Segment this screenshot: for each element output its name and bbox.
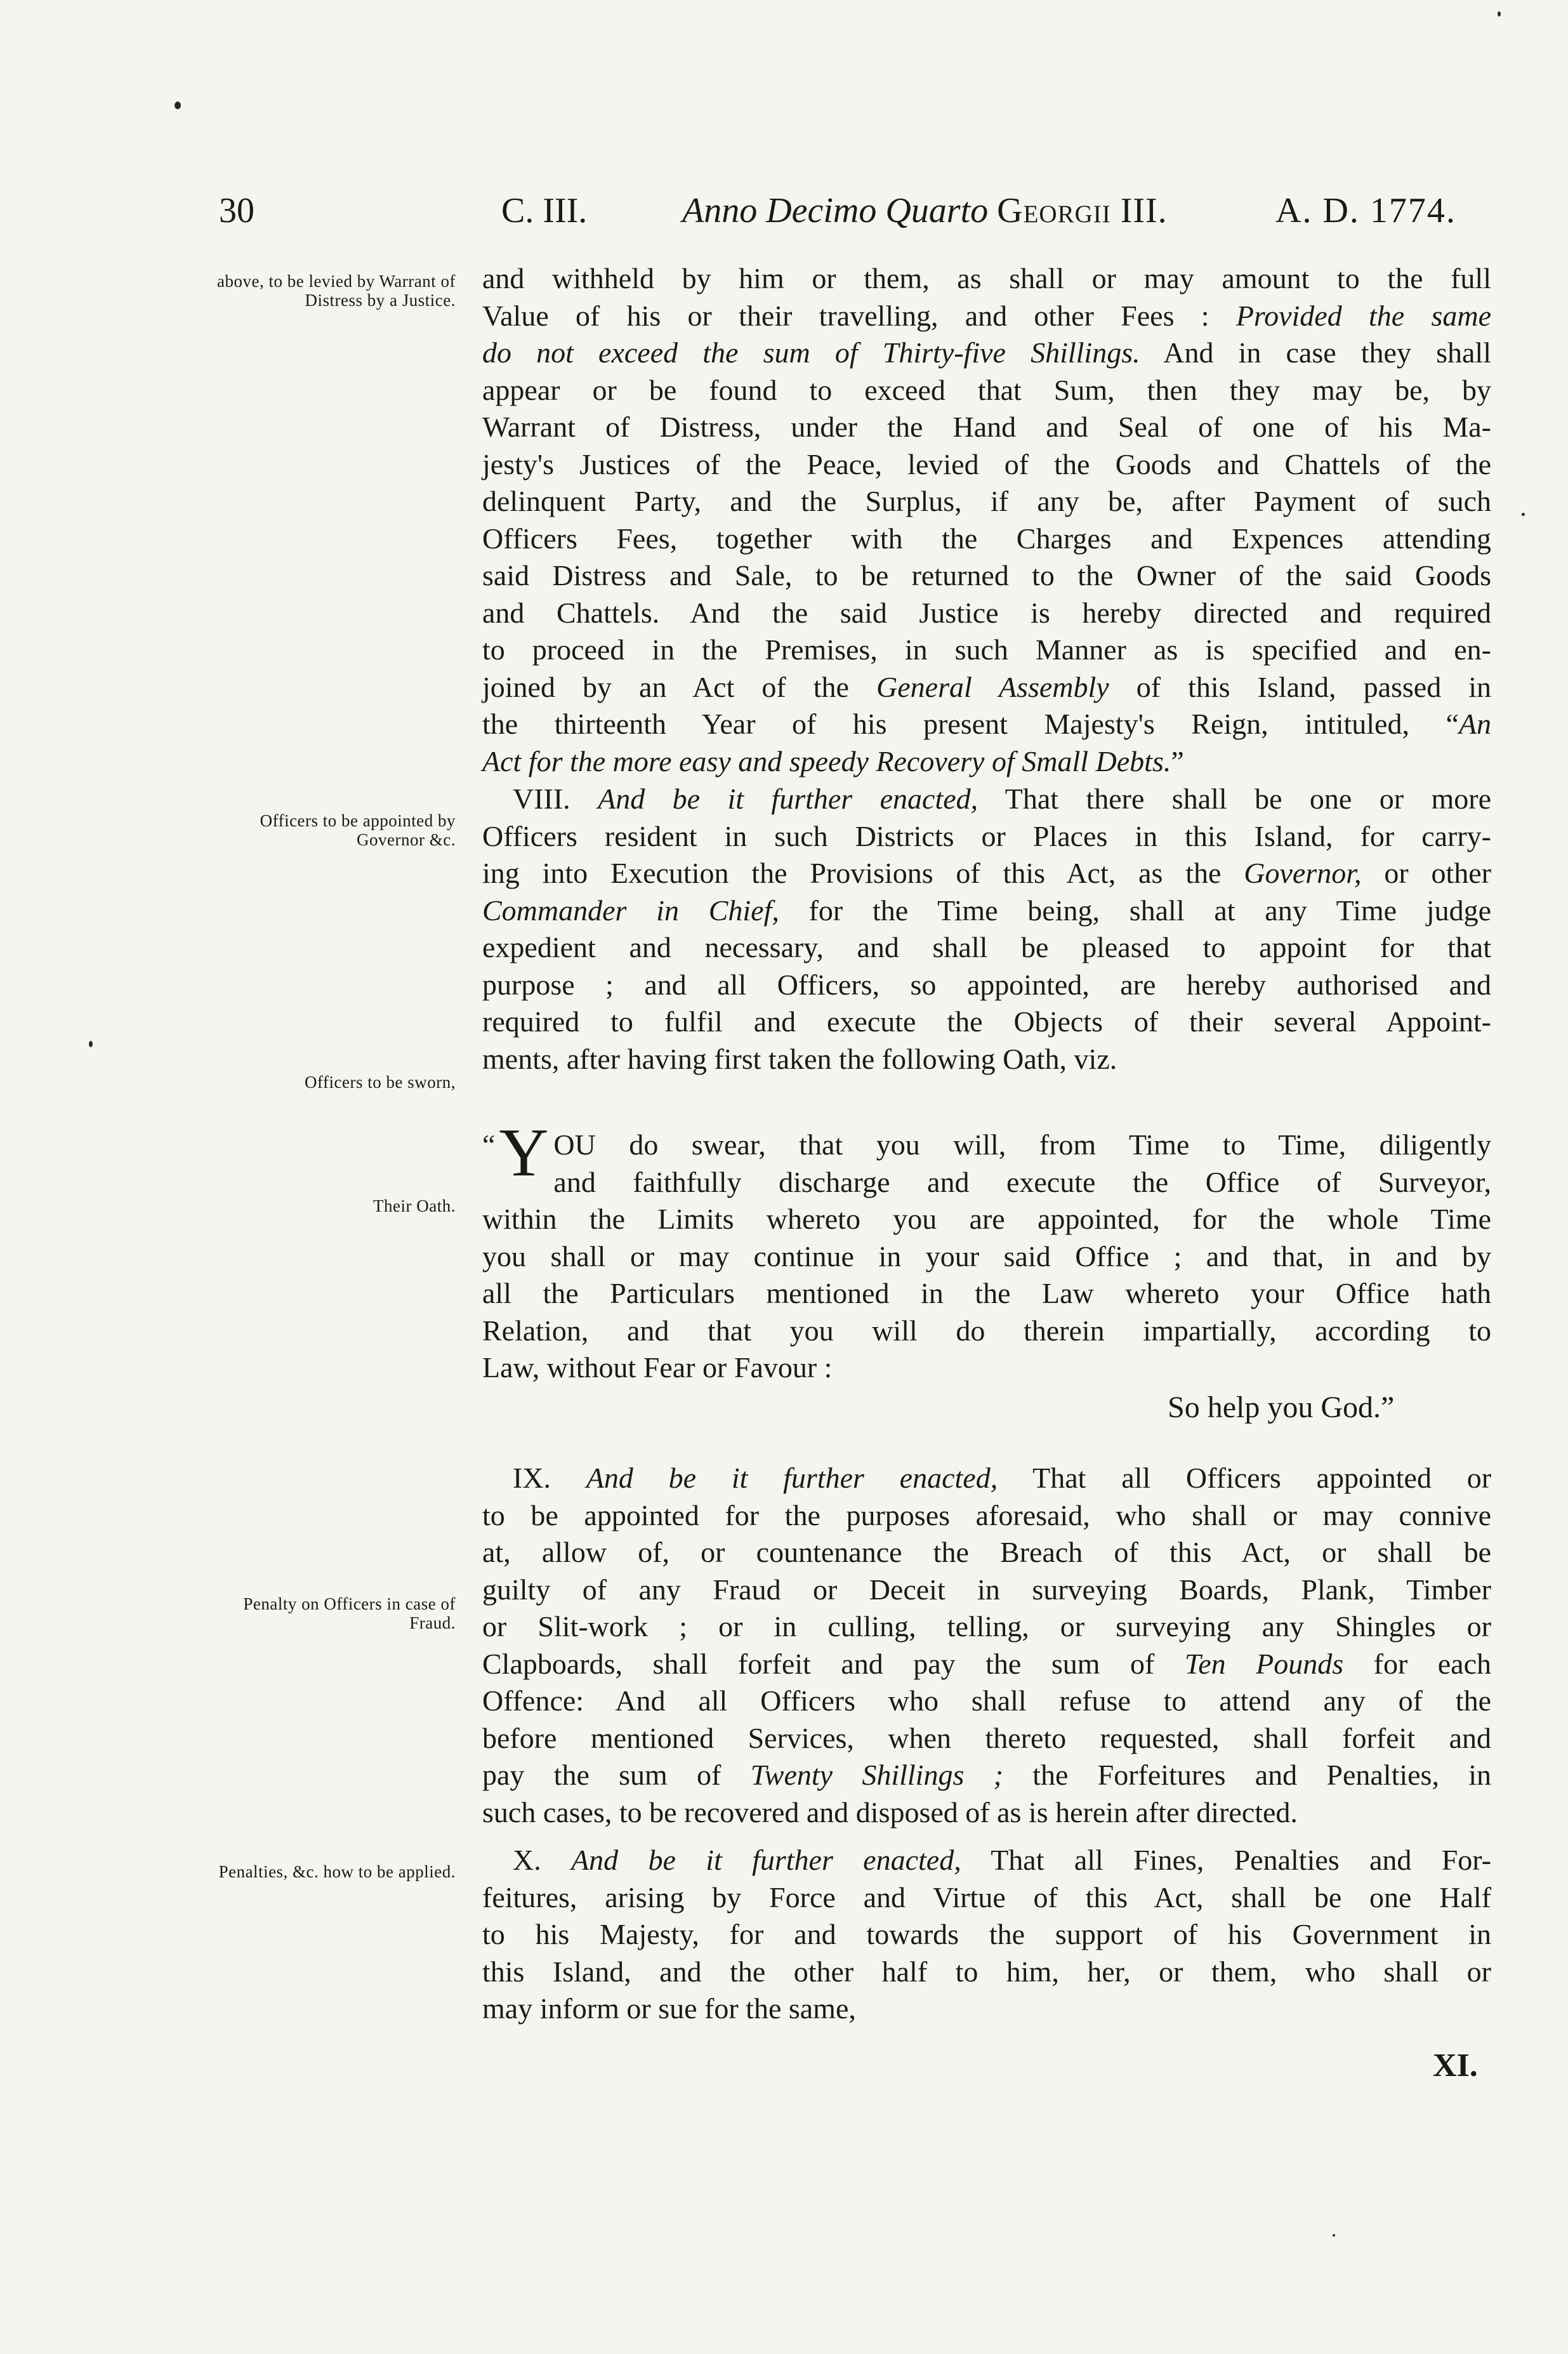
text-line: this Island, and the other half to him, her, or them, who shall or xyxy=(482,1955,1491,1988)
margin-note: Penalties, &c. how to be applied. xyxy=(218,1862,456,1881)
text-line: expedient and necessary, and shall be pleased to appoint for that xyxy=(482,931,1491,963)
page-number: 30 xyxy=(219,191,254,230)
margin-note: above, to be levied by Warrant of Distress by a Justice. xyxy=(217,272,456,310)
catchword: XI. xyxy=(1433,2047,1478,2084)
running-title xyxy=(682,190,1168,231)
text-line: to his Majesty, for and towards the support of his Government in xyxy=(482,1918,1491,1950)
text-line: said Distress and Sale, to be returned to the Owner of the said Goods xyxy=(482,559,1491,592)
ink-speck xyxy=(1522,513,1525,516)
text-line: joined by an Act of the General Assembly of this Island, passed in xyxy=(482,670,1492,703)
text-line: may inform or sue for the same, xyxy=(482,1992,856,2025)
text-line: Act for the more easy and speedy Recovery of Small Debts.” xyxy=(482,744,1184,777)
margin-note: Their Oath. xyxy=(373,1196,456,1215)
text-line: Warrant of Distress, under the Hand and Seal of one of his Ma- xyxy=(482,411,1491,443)
text-line: appear or be found to exceed that Sum, then they may be, by xyxy=(482,373,1491,406)
section-viii-text xyxy=(482,781,1491,1078)
oath-text xyxy=(482,1115,1491,1387)
running-title-king: Georgii III. xyxy=(997,191,1168,230)
text-line: Offence: And all Officers who shall refuse to attend any of the xyxy=(482,1684,1491,1717)
text-line: Relation, and that you will do therein impartially, according to xyxy=(482,1314,1491,1347)
text-line: Commander in Chief, for the Time being, shall at any Time judge xyxy=(482,894,1491,927)
oath-open-quote: “ xyxy=(482,1128,496,1161)
text-line: VIII. And be it further enacted, That there shall be one or more xyxy=(513,783,1492,815)
section-x-text xyxy=(482,1842,1491,2028)
text-line: Officers resident in such Districts or Places in this Island, for carry- xyxy=(482,819,1491,852)
text-line: and Chattels. And the said Justice is hereby directed and required xyxy=(482,596,1491,629)
text-line: ing into Execution the Provisions of this Act, as the Governor, or other xyxy=(482,857,1491,889)
text-line: such cases, to be recovered and disposed of as is herein after directed. xyxy=(482,1795,1298,1828)
text-line: purpose ; and all Officers, so appointed, are hereby authorised and xyxy=(482,968,1491,1001)
chapter-number: C. III. xyxy=(501,191,588,230)
oath-signoff: So help you God.” xyxy=(1168,1391,1395,1424)
text-line: OU do swear, that you will, from Time to Time, diligently xyxy=(553,1128,1491,1161)
section-number: IX. xyxy=(513,1462,551,1494)
text-line: and faithfully discharge and execute the Office of Surveyor, xyxy=(553,1165,1491,1198)
margin-note: Officers to be appointed by Governor &c. xyxy=(260,811,456,849)
text-line: before mentioned Services, when thereto requested, shall forfeit and xyxy=(482,1721,1491,1754)
section-number: VIII. xyxy=(513,783,570,815)
text-line: Clapboards, shall forfeit and pay the sum of Ten Pounds for each xyxy=(482,1647,1492,1680)
section-vii-text xyxy=(482,260,1491,780)
text-line: at, allow of, or countenance the Breach of this Act, or shall be xyxy=(482,1536,1491,1568)
text-line: pay the sum of Twenty Shillings ; the Forfeitures and Penalties, in xyxy=(482,1759,1491,1791)
text-line: delinquent Party, and the Surplus, if any be, after Payment of such xyxy=(482,485,1491,517)
section-ix-text xyxy=(482,1460,1491,1831)
text-line: all the Particulars mentioned in the Law whereto your Office hath xyxy=(482,1277,1491,1309)
ink-speck xyxy=(175,102,181,109)
text-line: guilty of any Fraud or Deceit in surveying Boards, Plank, Timber xyxy=(482,1573,1491,1606)
text-line: within the Limits whereto you are appointed, for the whole Time xyxy=(482,1203,1491,1235)
text-line: and withheld by him or them, as shall or may amount to the full xyxy=(482,262,1491,294)
ink-speck xyxy=(1333,2234,1335,2237)
header-year: A. D. 1774. xyxy=(1275,191,1456,230)
section-number: X. xyxy=(513,1844,541,1876)
text-line: Value of his or their travelling, and other Fees : Provided the same xyxy=(482,299,1491,332)
text-line: to be appointed for the purposes aforesaid, who shall or may connive xyxy=(482,1498,1491,1531)
text-line: IX. And be it further enacted, That all Officers appointed or xyxy=(513,1462,1492,1494)
ink-speck xyxy=(1498,11,1501,17)
text-line: jesty's Justices of the Peace, levied of the Goods and Chattels of the xyxy=(482,447,1491,480)
text-line: X. And be it further enacted, That all Fines, Penalties and For- xyxy=(513,1844,1492,1876)
text-line: to proceed in the Premises, in such Manner as is specified and en- xyxy=(482,633,1491,666)
text-line: Officers Fees, together with the Charges and Expences attending xyxy=(482,522,1491,555)
margin-note: Penalty on Officers in case of Fraud. xyxy=(243,1594,456,1632)
margin-note: Officers to be sworn, xyxy=(305,1073,456,1092)
oath-drop-cap: Y xyxy=(499,1115,549,1191)
text-line: you shall or may continue in your said Office ; and that, in and by xyxy=(482,1240,1491,1273)
text-line: feitures, arising by Force and Virtue of this Act, shall be one Half xyxy=(482,1881,1491,1914)
text-line: Law, without Fear or Favour : xyxy=(482,1351,833,1384)
running-title-regnal: Anno Decimo Quarto xyxy=(682,191,989,230)
text-line: or Slit-work ; or in culling, telling, or surveying any Shingles or xyxy=(482,1610,1491,1643)
ink-speck xyxy=(89,1041,93,1047)
text-line: do not exceed the sum of Thirty-five Shillings. And in case they shall xyxy=(482,336,1491,369)
text-line: required to fulfil and execute the Objects of their several Appoint- xyxy=(482,1005,1491,1038)
text-line: the thirteenth Year of his present Majesty's Reign, intituled, “An xyxy=(482,708,1491,740)
text-line: ments, after having first taken the following Oath, viz. xyxy=(482,1042,1117,1075)
